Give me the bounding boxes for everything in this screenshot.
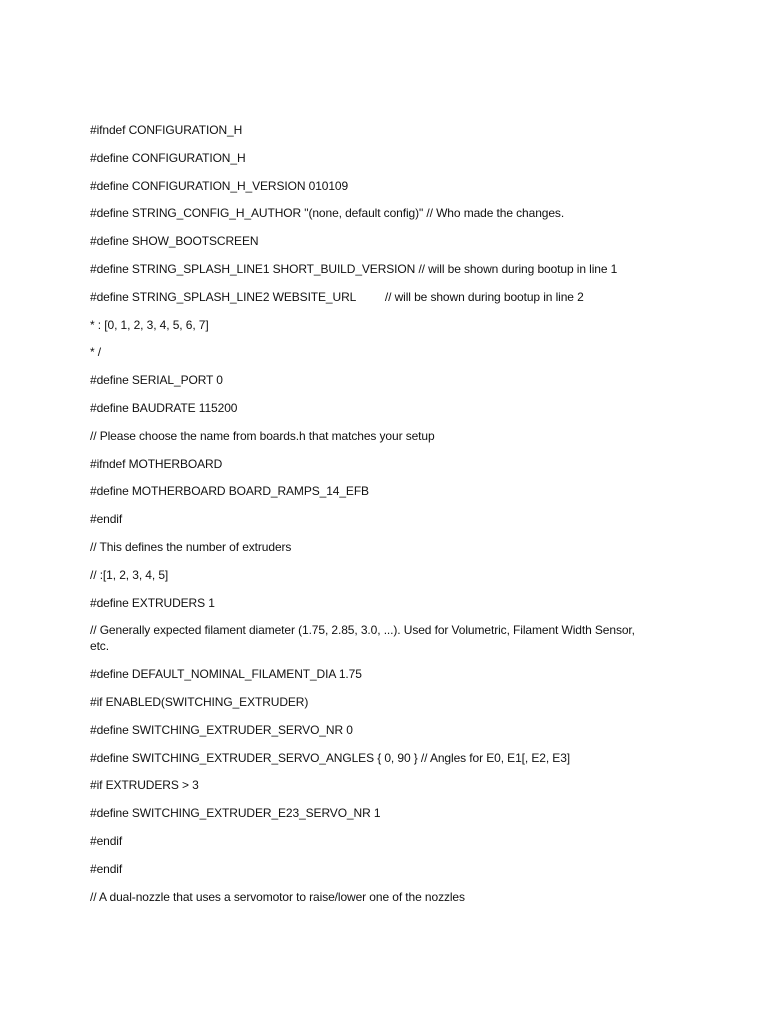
code-line: #endif (90, 861, 123, 876)
code-line: #define SWITCHING_EXTRUDER_E23_SERVO_NR 1 (90, 806, 381, 821)
code-line: #endif (90, 512, 123, 527)
code-line: #define BAUDRATE 115200 (90, 400, 238, 415)
code-line: #define SHOW_BOOTSCREEN (90, 234, 259, 249)
code-line: #define SERIAL_PORT 0 (90, 373, 223, 388)
code-line: #define CONFIGURATION_H (90, 150, 246, 165)
code-line: #define SWITCHING_EXTRUDER_SERVO_ANGLES { 0, 90 } // Angles for E0, E1[, E2, E3] (90, 750, 570, 765)
code-line: #define EXTRUDERS 1 (90, 595, 215, 610)
code-line: #define SWITCHING_EXTRUDER_SERVO_NR 0 (90, 722, 353, 737)
comment-line: // :[1, 2, 3, 4, 5] (90, 567, 169, 582)
code-line: #ifndef MOTHERBOARD (90, 456, 223, 471)
code-line: #define DEFAULT_NOMINAL_FILAMENT_DIA 1.75 (90, 667, 362, 682)
code-line: #define STRING_SPLASH_LINE2 WEBSITE_URL // will be shown during bootup in line 2 (90, 289, 584, 304)
code-line: #endif (90, 833, 123, 848)
comment-line: // Please choose the name from boards.h that matches your setup (90, 428, 435, 443)
comment-line: // Generally expected filament diameter (1.75, 2.85, 3.0, ...). Used for Volumetric, Filament Width Sensor, etc. (90, 623, 639, 654)
code-line: #ifndef CONFIGURATION_H (90, 123, 243, 137)
code-line: #define CONFIGURATION_H_VERSION 010109 (90, 178, 349, 193)
comment-line: // This defines the number of extruders (90, 539, 292, 554)
code-line: #if EXTRUDERS > 3 (90, 778, 199, 793)
code-line: #if ENABLED(SWITCHING_EXTRUDER) (90, 694, 309, 709)
document-body (90, 122, 650, 916)
code-line: #define STRING_SPLASH_LINE1 SHORT_BUILD_VERSION // will be shown during bootup in line 1 (90, 261, 618, 276)
comment-line: // A dual-nozzle that uses a servomotor to raise/lower one of the nozzles (90, 889, 465, 904)
code-line: #define MOTHERBOARD BOARD_RAMPS_14_EFB (90, 484, 369, 499)
code-line: * : [0, 1, 2, 3, 4, 5, 6, 7] (90, 317, 209, 332)
code-line: * / (90, 345, 102, 360)
code-line: #define STRING_CONFIG_H_AUTHOR "(none, default config)" // Who made the changes. (90, 206, 565, 221)
